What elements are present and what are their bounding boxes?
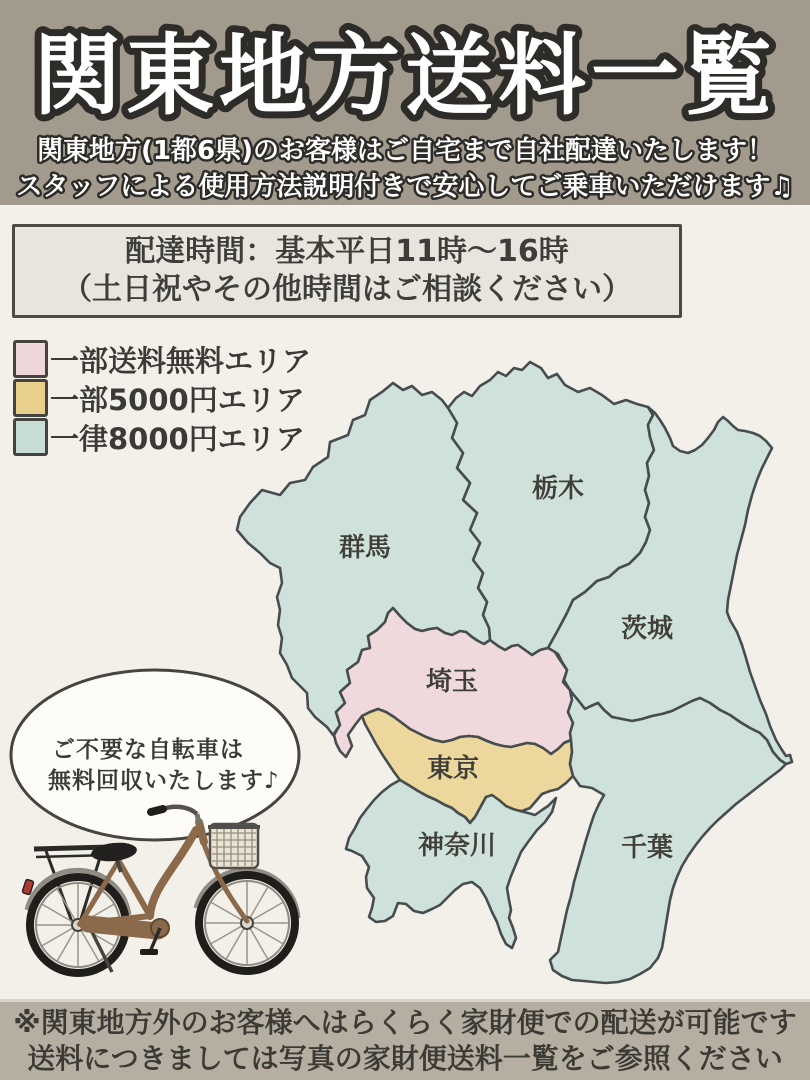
prefecture-label-ibaraki: 茨城 [620, 614, 674, 644]
header-subtitle-line2: スタッフによる使用方法説明付きで安心してご乗車いただけます♫ [16, 172, 794, 202]
prefecture-label-gunma: 群馬 [338, 533, 392, 563]
legend-swatch-teal [13, 418, 48, 456]
prefecture-label-kanagawa: 神奈川 [417, 831, 497, 861]
delivery-time-line1: 配達時間：基本平日11時〜16時 [125, 234, 569, 269]
legend-label-8000: 一律8000円エリア [50, 421, 305, 456]
prefecture-label-chiba: 千葉 [620, 833, 674, 863]
legend-label-5000: 一部5000円エリア [50, 382, 305, 417]
front-basket [208, 824, 260, 868]
legend-label-free: 一部送料無料エリア [50, 343, 312, 378]
bubble-line2: 無料回収いたします♪ [48, 768, 280, 794]
footer-note [0, 999, 810, 1080]
delivery-time-line2: （土日祝やその他時間はご相談ください） [62, 272, 632, 307]
legend-swatch-pink [13, 340, 48, 378]
footer-line2: 送料につきましては写真の家財便送料一覧をご参照ください [27, 1042, 783, 1075]
legend-row-5000 [13, 380, 311, 416]
bubble-line1: ご不要な自転車は [52, 737, 244, 763]
header-subtitle-line1: 関東地方(1都6県)のお客様はご自宅まで自社配達いたします！ [37, 136, 773, 166]
saddle [90, 841, 138, 864]
prefecture-label-tochigi: 栃木 [531, 474, 585, 504]
page-title: 関東地方送料一覧 [32, 24, 778, 127]
legend-swatch-yellow [13, 379, 48, 417]
prefecture-label-tokyo: 東京 [426, 754, 480, 784]
legend-row-8000 [13, 419, 311, 455]
fee-legend [13, 341, 311, 455]
delivery-time-box [12, 224, 682, 318]
legend-row-free [13, 341, 311, 377]
footer-line1: ※関東地方外のお客様へはらくらく家財便での配送が可能です [13, 1006, 797, 1039]
prefecture-label-saitama: 埼玉 [425, 667, 479, 697]
